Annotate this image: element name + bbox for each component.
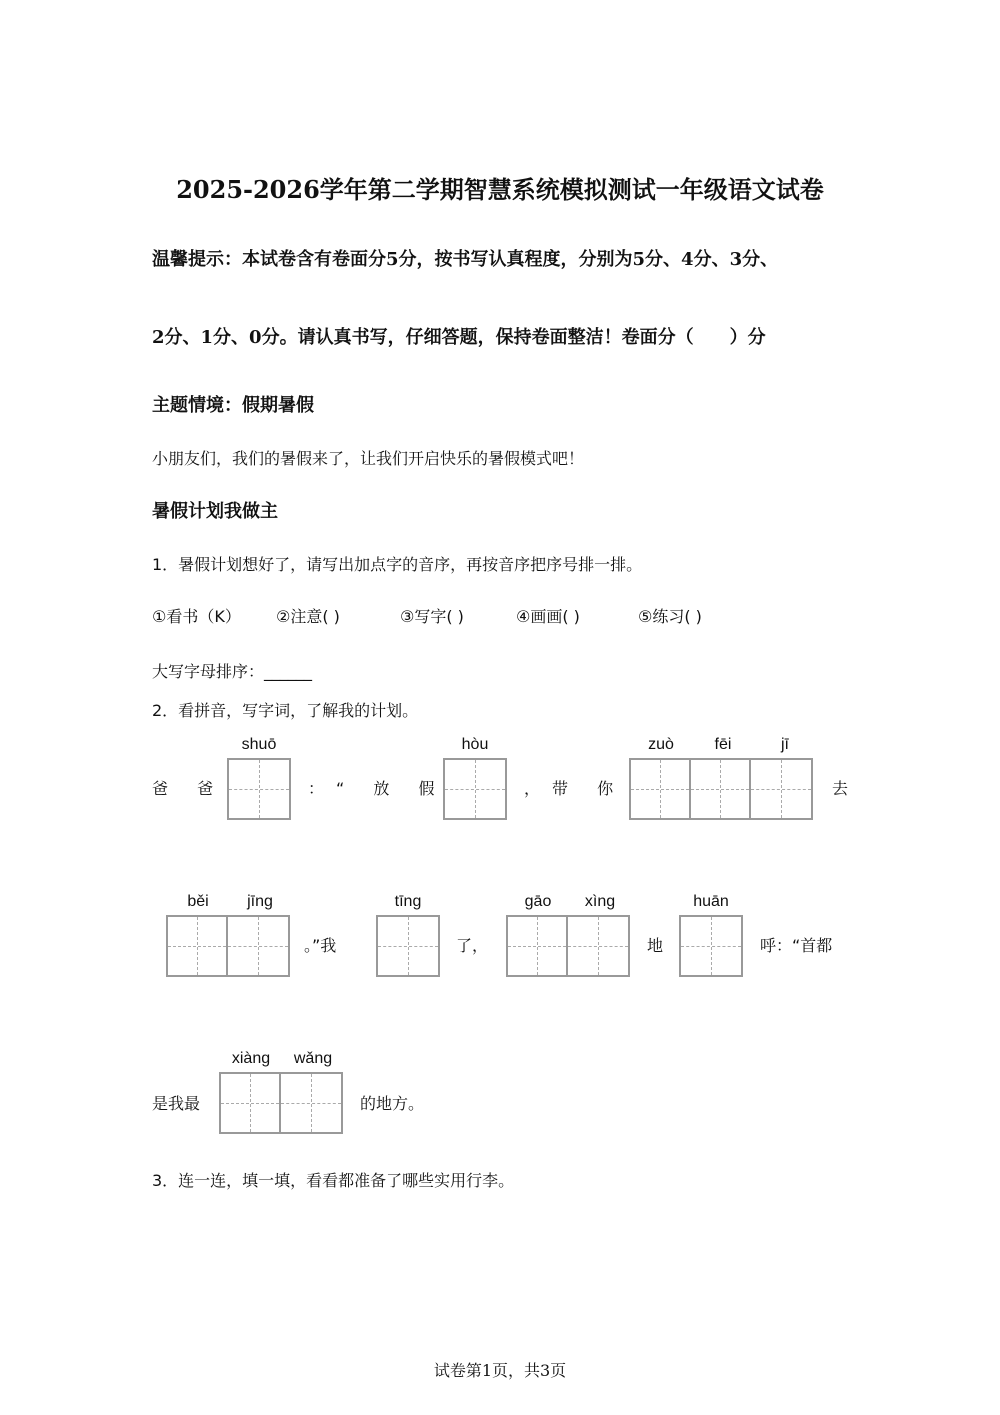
pinyin-zuo: zuò <box>648 736 674 753</box>
pinyin-xiang: xiàng <box>231 1050 271 1067</box>
pinyin-huan: huān <box>693 893 729 910</box>
pinyin-jing: jīng <box>247 893 273 910</box>
row1-text-4: 去 <box>832 779 849 798</box>
pinyin-bei: běi <box>187 893 209 910</box>
option-3: ③写字( ) <box>400 607 464 626</box>
pinyin-xing: xìng <box>584 893 616 910</box>
pinyin-shuo: shuō <box>241 736 277 753</box>
writing-grid-ting[interactable] <box>376 915 440 977</box>
theme-heading: 主题情境：假期暑假 <box>152 395 314 416</box>
writing-grid-xiang-wang[interactable] <box>219 1072 343 1134</box>
writing-grid-hou[interactable] <box>443 758 507 820</box>
pinyin-ting: tīng <box>394 893 422 910</box>
tip-line-1: 温馨提示：本试卷含有卷面分5分，按书写认真程度，分别为5分、4分、3分、 <box>152 249 779 270</box>
question-1-text: 1．暑假计划想好了，请写出加点字的音序，再按音序把序号排一排。 <box>152 555 643 574</box>
option-1: ①看书（K） <box>152 607 241 626</box>
pinyin-fei: fēi <box>714 736 732 753</box>
option-2: ②注意( ) <box>276 607 340 626</box>
question-2-text: 2．看拼音，写字词，了解我的计划。 <box>152 701 419 720</box>
row2-text-2: 了， <box>456 936 489 955</box>
writing-grid-gao-xing[interactable] <box>506 915 630 977</box>
intro-text: 小朋友们，我们的暑假来了，让我们开启快乐的暑假模式吧！ <box>152 449 585 468</box>
row2-text-1: 。”我 <box>304 936 337 955</box>
row1-text-1: 爸 爸 <box>152 779 226 798</box>
sort-answer-line[interactable]: 大写字母排序：______ <box>152 662 313 681</box>
writing-grid-shuo[interactable] <box>227 758 291 820</box>
exam-title: 2025-2026学年第二学期智慧系统模拟测试一年级语文试卷 <box>176 175 824 204</box>
writing-grid-zuo-fei-ji[interactable] <box>629 758 813 820</box>
tip-line-2: 2分、1分、0分。请认真书写，仔细答题，保持卷面整洁！卷面分（ ）分 <box>152 327 766 348</box>
row2-text-4: 呼：“首都 <box>760 936 833 955</box>
option-4: ④画画( ) <box>516 607 580 626</box>
page-footer: 试卷第1页，共3页 <box>433 1361 567 1380</box>
writing-grid-bei-jing[interactable] <box>166 915 290 977</box>
row2-text-3: 地 <box>647 936 664 955</box>
row1-text-2: ：“ 放 假 <box>308 779 447 798</box>
pinyin-ji: jī <box>781 736 789 753</box>
row3-text-2: 的地方。 <box>360 1094 425 1113</box>
question-3-text: 3．连一连，填一填，看看都准备了哪些实用行李。 <box>152 1171 515 1190</box>
pinyin-wang: wǎng <box>293 1050 333 1067</box>
row1-text-3: ，带 你 <box>524 779 626 798</box>
writing-grid-huan[interactable] <box>679 915 743 977</box>
row3-text-1: 是我最 <box>152 1094 201 1113</box>
option-5: ⑤练习( ) <box>638 607 702 626</box>
section-heading: 暑假计划我做主 <box>152 501 278 522</box>
pinyin-gao: gāo <box>524 893 552 910</box>
pinyin-hou: hòu <box>461 736 489 753</box>
